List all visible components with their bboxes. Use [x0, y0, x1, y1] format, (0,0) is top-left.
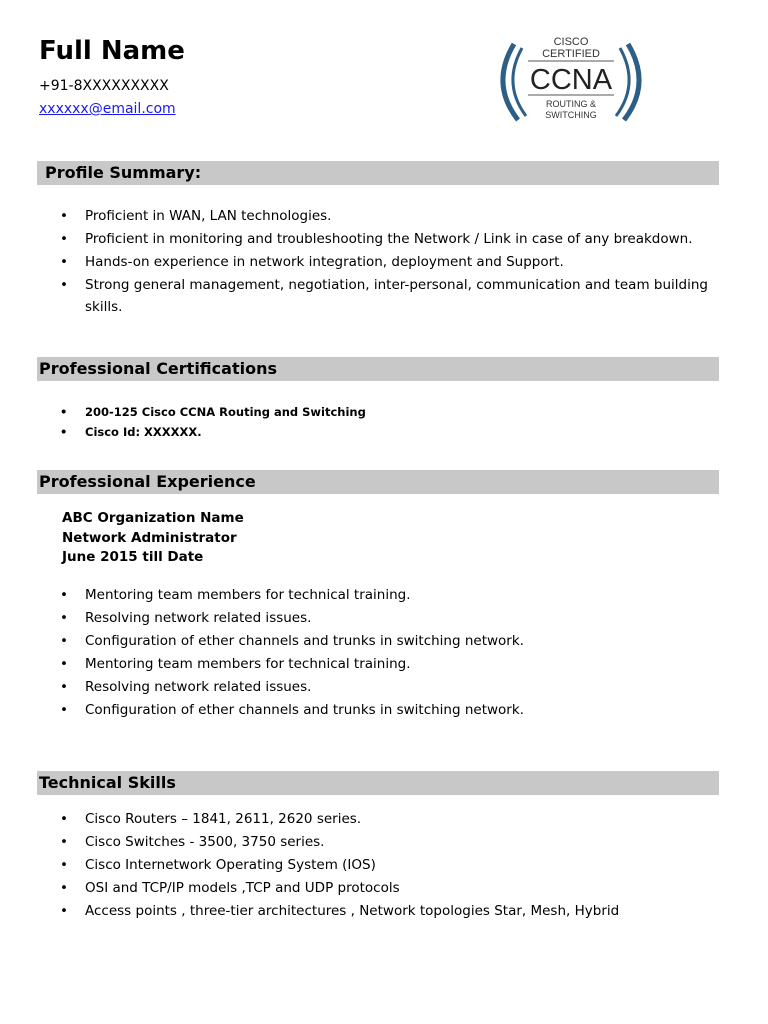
list-item: • OSI and TCP/IP models ,TCP and UDP protocols: [60, 877, 720, 900]
list-item: • Cisco Routers – 1841, 2611, 2620 series.: [60, 808, 720, 831]
logo-ccna-text: CCNA: [529, 64, 613, 96]
list-item: • Configuration of ether channels and trunks in switching network.: [60, 630, 720, 653]
list-item: • 200-125 Cisco CCNA Routing and Switching: [60, 402, 720, 422]
logo-certified-text: CERTIFIED: [542, 48, 600, 60]
list-item: • Proficient in WAN, LAN technologies.: [60, 205, 720, 228]
job-role: Network Administrator: [62, 529, 237, 546]
list-item: • Cisco Id: XXXXXX.: [60, 422, 720, 442]
candidate-name: Full Name: [39, 36, 185, 66]
logo-switching-text: SWITCHING: [545, 110, 597, 120]
job-details: [62, 509, 244, 568]
technical-skills-list: [60, 808, 720, 923]
phone-number: +91-8XXXXXXXXX: [39, 78, 169, 94]
technical-skills-heading: Technical Skills: [37, 771, 719, 795]
email-link[interactable]: xxxxxx@email.com: [39, 101, 176, 117]
list-item: • Resolving network related issues.: [60, 676, 720, 699]
ccna-certification-logo: [496, 34, 646, 130]
list-item: • Resolving network related issues.: [60, 607, 720, 630]
logo-cisco-text: CISCO: [553, 36, 589, 48]
profile-summary-list: [60, 205, 720, 318]
list-item: • Proficient in monitoring and troubleshooting the Network / Link in case of any breakdown.: [60, 228, 720, 251]
experience-list: [60, 584, 720, 722]
list-item: • Mentoring team members for technical training.: [60, 584, 720, 607]
certifications-heading: Professional Certifications: [37, 357, 719, 381]
experience-heading: Professional Experience: [37, 470, 719, 494]
certifications-list: [60, 402, 720, 442]
list-item: • Cisco Internetwork Operating System (IOS): [60, 854, 720, 877]
list-item: • Access points , three-tier architectures , Network topologies Star, Mesh, Hybrid: [60, 900, 720, 923]
list-item: • Hands-on experience in network integration, deployment and Support.: [60, 251, 720, 274]
profile-summary-heading: Profile Summary:: [37, 161, 719, 185]
job-period: June 2015 till Date: [62, 549, 204, 565]
logo-routing-text: ROUTING &: [545, 99, 597, 109]
list-item: • Strong general management, negotiation, inter-personal, communication and team building skills.: [60, 274, 720, 318]
list-item: • Configuration of ether channels and trunks in switching network.: [60, 699, 720, 722]
organization-name: ABC Organization Name: [62, 510, 244, 526]
list-item: • Cisco Switches - 3500, 3750 series.: [60, 831, 720, 854]
list-item: • Mentoring team members for technical training.: [60, 653, 720, 676]
